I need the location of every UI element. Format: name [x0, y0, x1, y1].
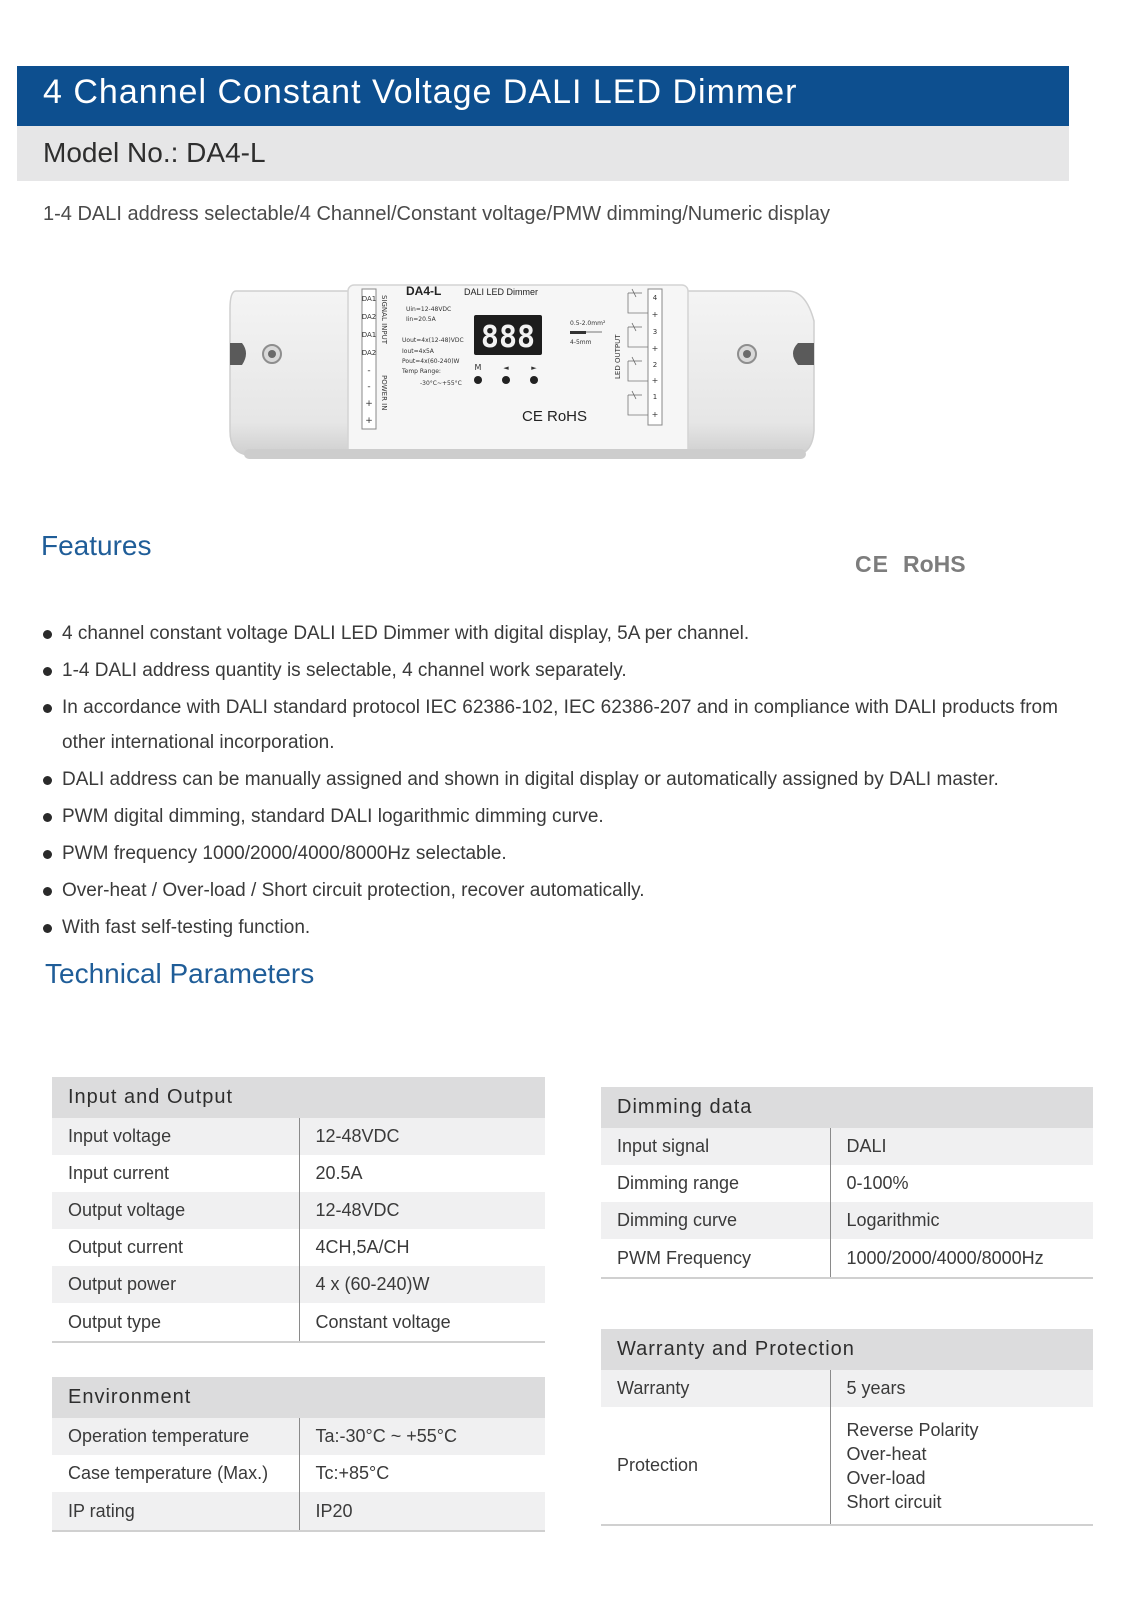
protection-values: [830, 1407, 1093, 1525]
spec-line: Uout=4x(12-48)VDC: [402, 337, 464, 344]
table-row: Output voltage 12-48VDC: [52, 1192, 545, 1229]
spec-line: Iout=4x5A: [402, 348, 434, 355]
ce-mark: CE: [855, 551, 889, 577]
left-button: [502, 376, 510, 384]
page-title: 4 Channel Constant Voltage DALI LED Dimmer: [43, 73, 798, 111]
m-button: [474, 376, 482, 384]
terminal-label: +: [365, 399, 373, 409]
strip-length-label: 4-5mm: [570, 339, 592, 346]
input-output-table: [52, 1077, 545, 1343]
rohs-mark: RoHS: [902, 551, 966, 577]
environment-table: [52, 1377, 545, 1532]
terminal-label: -: [367, 366, 371, 376]
terminal-label: +: [651, 376, 659, 385]
table-row: IP rating IP20: [52, 1492, 545, 1531]
table-row: Output current 4CH,5A/CH: [52, 1229, 545, 1266]
warranty-protection-table: [601, 1329, 1093, 1526]
table-row: Dimming curve Logarithmic: [601, 1202, 1093, 1239]
signal-input-label: SIGNAL INPUT: [380, 295, 388, 345]
model-bar: [17, 126, 1069, 181]
cert-marks: [855, 551, 966, 578]
led-output-label: LED OUTPUT: [614, 334, 622, 379]
terminal-label: +: [651, 310, 659, 319]
table-row: Output type Constant voltage: [52, 1303, 545, 1342]
table-title: Dimming data: [601, 1087, 1093, 1128]
display-digits: 888: [480, 320, 536, 355]
spec-line: Uin=12-48VDC: [406, 306, 452, 313]
spec-line: Temp Range:: [402, 368, 441, 375]
right-button: [530, 376, 538, 384]
button-label-m: M: [474, 363, 482, 372]
device-base-shadow: [244, 449, 806, 459]
table-title: Environment: [52, 1377, 545, 1418]
terminal-label: +: [651, 344, 659, 353]
device-model-label: DA4-L: [406, 284, 442, 298]
product-image: [228, 281, 828, 475]
spec-line: -30°C~+55°C: [420, 380, 462, 387]
protection-item: Over-heat: [846, 1443, 927, 1464]
feature-item: PWM digital dimming, standard DALI logarithmic dimming curve.: [42, 799, 1082, 834]
feature-item: DALI address can be manually assigned and shown in digital display or automatically assigned by DALI master.: [42, 762, 1082, 797]
features-list: [42, 616, 1082, 947]
feature-item: Over-heat / Over-load / Short circuit protection, recover automatically.: [42, 873, 1082, 908]
right-notch: [793, 343, 814, 365]
device-cert-label: CE RoHS: [522, 408, 588, 425]
left-notch: [230, 343, 246, 365]
protection-item: Reverse Polarity: [846, 1419, 979, 1440]
protection-item: Short circuit: [846, 1491, 942, 1512]
table-row: Case temperature (Max.) Tc:+85°C: [52, 1455, 545, 1492]
terminal-label: -: [367, 382, 371, 392]
spec-line: Iin=20.5A: [406, 316, 436, 323]
terminal-label: DA2: [361, 313, 377, 321]
table-row: Warranty 5 years: [601, 1370, 1093, 1407]
feature-item: 4 channel constant voltage DALI LED Dimmer with digital display, 5A per channel.: [42, 616, 1082, 651]
technical-parameters-heading: Technical Parameters: [45, 958, 315, 989]
terminal-label: +: [365, 416, 373, 426]
button-label-right: ►: [531, 364, 537, 372]
table-title: Warranty and Protection: [601, 1329, 1093, 1370]
wire-size-label: 0.5-2.0mm²: [570, 320, 606, 327]
features-heading: Features: [41, 530, 152, 561]
spec-line: Pout=4x(60-240)W: [402, 358, 460, 365]
right-mounting-ear: [668, 291, 814, 455]
terminal-label: +: [651, 410, 659, 419]
wire-strip-icon: [570, 331, 586, 334]
table-row: Protection Reverse Polarity Over-heat Over-load Short circuit: [601, 1407, 1093, 1525]
table-row: PWM Frequency 1000/2000/4000/8000Hz: [601, 1239, 1093, 1278]
model-number: Model No.: DA4-L: [43, 137, 266, 168]
dimming-data-table: [601, 1087, 1093, 1279]
device-body: [348, 285, 688, 455]
button-label-left: ◄: [503, 364, 509, 372]
table-row: Input voltage 12-48VDC: [52, 1118, 545, 1155]
title-bar: [17, 66, 1069, 126]
table-title: Input and Output: [52, 1077, 545, 1118]
dimmer-device-illustration: [228, 281, 828, 475]
feature-item: With fast self-testing function.: [42, 910, 1082, 945]
table-row: Input current 20.5A: [52, 1155, 545, 1192]
terminal-label: DA1: [361, 331, 377, 339]
terminal-label: 1: [652, 393, 658, 401]
table-row: Output power 4 x (60-240)W: [52, 1266, 545, 1303]
table-row: Input signal DALI: [601, 1128, 1093, 1165]
protection-item: Over-load: [846, 1467, 926, 1488]
feature-item: 1-4 DALI address quantity is selectable, 4 channel work separately.: [42, 653, 1082, 688]
terminal-label: 2: [652, 361, 658, 369]
feature-item: In accordance with DALI standard protocol IEC 62386-102, IEC 62386-207 and in compliance with DALI products from other international incorporation.: [42, 690, 1082, 760]
feature-item: PWM frequency 1000/2000/4000/8000Hz selectable.: [42, 836, 1082, 871]
terminal-label: 3: [652, 328, 658, 336]
table-row: Dimming range 0-100%: [601, 1165, 1093, 1202]
table-row: Operation temperature Ta:-30°C ~ +55°C: [52, 1418, 545, 1455]
power-in-label: POWER IN: [380, 375, 388, 411]
tagline: 1-4 DALI address selectable/4 Channel/Constant voltage/PMW dimming/Numeric display: [43, 203, 831, 225]
terminal-label: DA1: [361, 295, 377, 303]
terminal-label: 4: [652, 294, 658, 302]
terminal-label: DA2: [361, 349, 377, 357]
device-name-label: DALI LED Dimmer: [464, 287, 539, 297]
